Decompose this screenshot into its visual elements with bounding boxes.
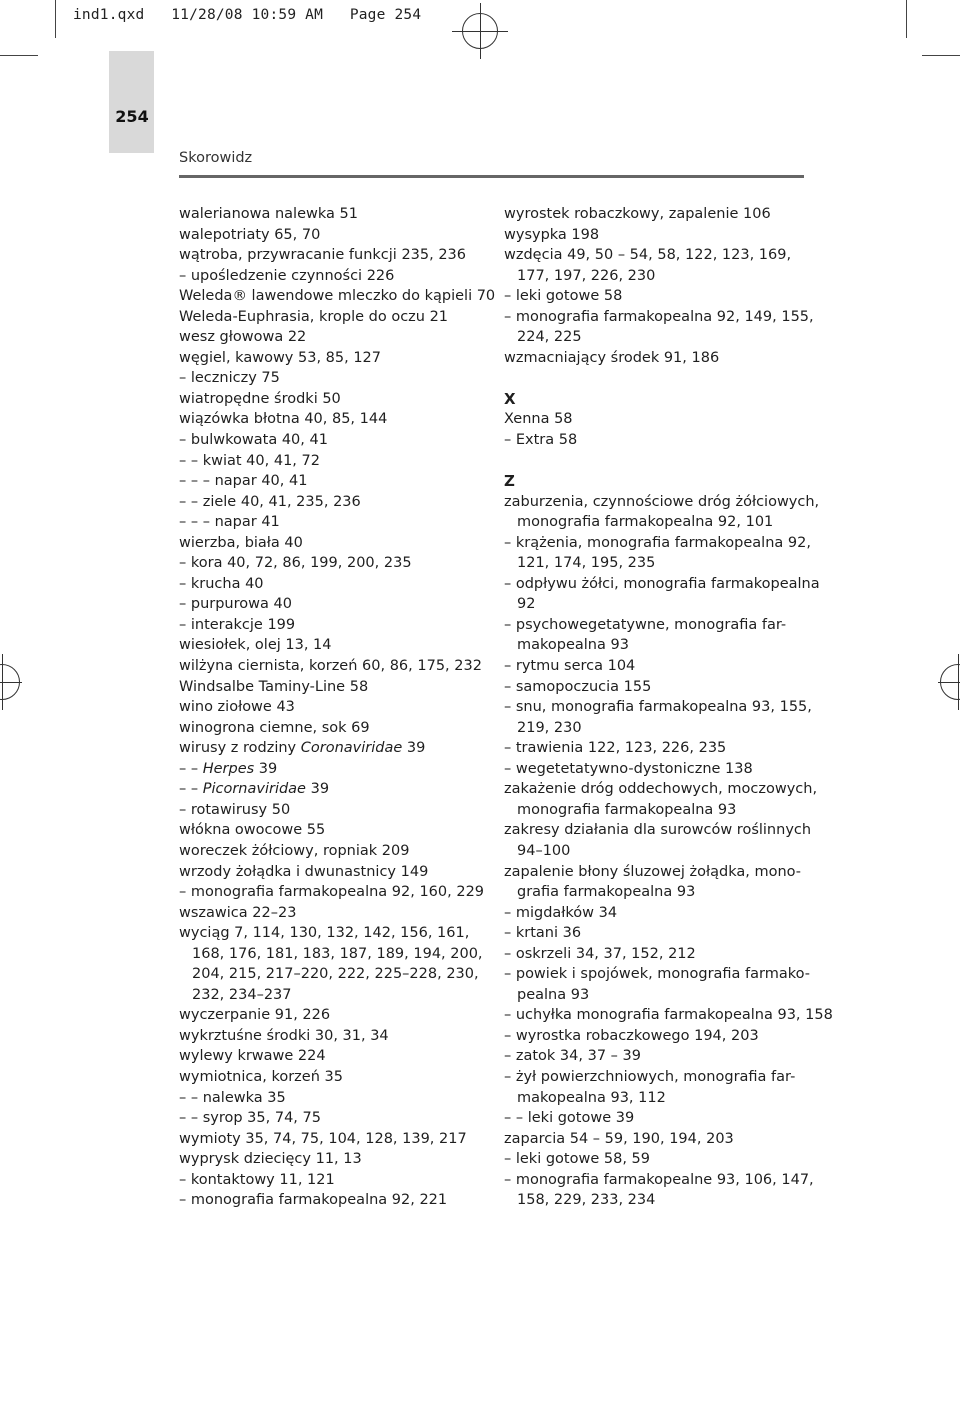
index-entry: grafia farmakopealna 93 xyxy=(517,884,696,901)
index-entry: 232, 234–237 xyxy=(192,986,292,1003)
index-entry: – – Picornaviridae 39 xyxy=(179,781,330,798)
crop-mark-top-left-h xyxy=(0,55,38,56)
index-entry: winogrona ciemne, sok 69 xyxy=(179,719,370,736)
index-entry: wino ziołowe 43 xyxy=(179,699,295,716)
page-number-tab xyxy=(109,51,154,153)
index-entry: walepotriaty 65, 70 xyxy=(179,226,321,243)
index-column-left xyxy=(179,204,496,1211)
index-entry: zaburzenia, czynnościowe dróg żółciowych, xyxy=(504,493,820,510)
index-entry: – monografia farmakopealna 92, 221 xyxy=(179,1192,448,1209)
index-entry: 204, 215, 217–220, 222, 225–228, 230, xyxy=(192,966,479,983)
index-entry: – rytmu serca 104 xyxy=(504,658,636,675)
index-entry: 168, 176, 181, 183, 187, 189, 194, 200, xyxy=(192,945,483,962)
index-entry: wykrztuśne środki 30, 31, 34 xyxy=(179,1027,389,1044)
index-entry: – – kwiat 40, 41, 72 xyxy=(179,452,320,469)
index-entry: – trawienia 122, 123, 226, 235 xyxy=(504,740,727,757)
index-entry: zakażenie dróg oddechowych, moczowych, xyxy=(504,781,818,798)
index-entry: wymioty 35, 74, 75, 104, 128, 139, 217 xyxy=(179,1130,467,1147)
index-column-right xyxy=(504,204,833,1211)
index-entry: – upośledzenie czynności 226 xyxy=(179,267,395,284)
index-entry: Weleda® lawendowe mleczko do kąpieli 70 xyxy=(179,288,496,305)
index-entry: walerianowa nalewka 51 xyxy=(179,206,358,222)
index-entry: 177, 197, 226, 230 xyxy=(517,267,656,284)
index-entry: wymiotnica, korzeń 35 xyxy=(179,1068,343,1085)
index-entry: Windsalbe Taminy-Line 58 xyxy=(179,678,369,695)
index-entry: monografia farmakopealna 93 xyxy=(517,801,737,818)
index-entry: wzdęcia 49, 50 – 54, 58, 122, 123, 169, xyxy=(504,247,792,264)
index-entry: – snu, monografia farmakopealna 93, 155, xyxy=(504,699,812,716)
index-entry: 94–100 xyxy=(517,842,571,859)
page-number: 254 xyxy=(115,107,149,126)
index-entry: 92 xyxy=(517,596,536,613)
index-entry: – oskrzeli 34, 37, 152, 212 xyxy=(504,945,696,962)
index-entry: – psychowegetatywne, monografia far- xyxy=(504,616,787,633)
index-entry: włókna owocowe 55 xyxy=(179,822,326,839)
index-entry: wrzody żołądka i dwunastnicy 149 xyxy=(179,863,429,880)
index-entry: 121, 174, 195, 235 xyxy=(517,555,656,572)
index-entry: – – nalewka 35 xyxy=(179,1089,286,1106)
index-spacer xyxy=(504,451,814,472)
index-entry: zakresy działania dla surowców roślinnych xyxy=(504,822,812,839)
index-entry: Weleda-Euphrasia, krople do oczu 21 xyxy=(179,308,449,325)
index-entry: wyciąg 7, 114, 130, 132, 142, 156, 161, xyxy=(179,925,470,942)
index-entry: – – leki gotowe 39 xyxy=(504,1110,635,1127)
index-entry: 219, 230 xyxy=(517,719,582,736)
index-entry: monografia farmakopealna 92, 101 xyxy=(517,514,774,531)
crop-mark-top-right xyxy=(906,0,907,38)
index-entry: makopealna 93, 112 xyxy=(517,1089,666,1106)
index-entry: – samopoczucia 155 xyxy=(504,678,652,695)
index-entry: wiatropędne środki 50 xyxy=(179,390,341,407)
section-title: Skorowidz xyxy=(179,150,253,166)
index-entry: 158, 229, 233, 234 xyxy=(517,1192,656,1209)
index-entry: wyczerpanie 91, 226 xyxy=(179,1007,331,1024)
index-entry: – interakcje 199 xyxy=(179,616,296,633)
index-entry: wszawica 22–23 xyxy=(179,904,297,921)
index-entry: – leczniczy 75 xyxy=(179,370,280,387)
index-entry: wysypka 198 xyxy=(504,226,600,243)
index-entry: – monografia farmakopealne 93, 106, 147, xyxy=(504,1171,814,1188)
index-entry: – Extra 58 xyxy=(504,432,578,449)
index-entry: – monografia farmakopealna 92, 160, 229 xyxy=(179,884,485,901)
index-entry: – – – napar 40, 41 xyxy=(179,473,308,490)
index-entry: – leki gotowe 58 xyxy=(504,288,623,305)
index-entry: – uchyłka monografia farmakopealna 93, 158 xyxy=(504,1007,833,1024)
index-entry: – powiek i spojówek, monografia farmako- xyxy=(504,966,811,983)
index-entry: – odpływu żółci, monografia farmakopealna xyxy=(504,575,820,592)
index-entry: wzmacniający środek 91, 186 xyxy=(504,349,720,366)
index-entry: – purpurowa 40 xyxy=(179,596,292,613)
index-entry: wiesiołek, olej 13, 14 xyxy=(179,637,332,654)
index-entry: wirusy z rodziny Coronaviridae 39 xyxy=(179,740,426,757)
index-entry: – krążenia, monografia farmakopealna 92, xyxy=(504,534,811,551)
index-entry: 224, 225 xyxy=(517,329,582,346)
index-letter-heading: Z xyxy=(504,472,515,491)
index-entry: – wegetetatywno-dystoniczne 138 xyxy=(504,760,753,777)
index-entry: – – – napar 41 xyxy=(179,514,280,531)
index-letter-heading: X xyxy=(504,389,516,408)
index-entry: wierzba, biała 40 xyxy=(179,534,303,551)
index-entry: – migdałków 34 xyxy=(504,904,618,921)
index-entry: zapalenie błony śluzowej żołądka, mono- xyxy=(504,863,802,880)
index-entry: wylewy krwawe 224 xyxy=(179,1048,326,1065)
index-entry: – leki gotowe 58, 59 xyxy=(504,1151,650,1168)
index-entry: – monografia farmakopealna 92, 149, 155, xyxy=(504,308,814,325)
index-entry: – krucha 40 xyxy=(179,575,264,592)
index-entry: pealna 93 xyxy=(517,986,590,1003)
index-entry: wilżyna ciernista, korzeń 60, 86, 175, 232 xyxy=(179,658,482,675)
header-rule xyxy=(179,175,804,178)
index-entry: – – syrop 35, 74, 75 xyxy=(179,1110,321,1127)
index-entry: węgiel, kawowy 53, 85, 127 xyxy=(179,349,382,366)
crop-mark-top-right-h xyxy=(922,55,960,56)
index-entry: Xenna 58 xyxy=(504,411,573,428)
index-entry: wiązówka błotna 40, 85, 144 xyxy=(179,411,388,428)
index-entry: – kora 40, 72, 86, 199, 200, 235 xyxy=(179,555,412,572)
index-entry: zaparcia 54 – 59, 190, 194, 203 xyxy=(504,1130,734,1147)
index-entry: wyprysk dziecięcy 11, 13 xyxy=(179,1151,362,1168)
index-entry: makopealna 93 xyxy=(517,637,629,654)
index-entry: – – Herpes 39 xyxy=(179,760,278,777)
crop-mark-top-left xyxy=(55,0,56,38)
index-entry: woreczek żółciowy, ropniak 209 xyxy=(179,842,410,859)
index-entry: wesz głowowa 22 xyxy=(179,329,307,346)
index-entry: – rotawirusy 50 xyxy=(179,801,291,818)
index-entry: wątroba, przywracanie funkcji 235, 236 xyxy=(179,247,467,264)
index-entry: – kontaktowy 11, 121 xyxy=(179,1171,335,1188)
index-entry: – krtani 36 xyxy=(504,925,582,942)
index-entry: – zatok 34, 37 – 39 xyxy=(504,1048,641,1065)
index-spacer xyxy=(504,368,814,389)
index-entry: – żył powierzchniowych, monografia far- xyxy=(504,1068,796,1085)
print-slug: ind1.qxd 11/28/08 10:59 AM Page 254 xyxy=(73,7,422,23)
index-entry: – wyrostka robaczkowego 194, 203 xyxy=(504,1027,759,1044)
index-entry: – bulwkowata 40, 41 xyxy=(179,432,328,449)
index-entry: – – ziele 40, 41, 235, 236 xyxy=(179,493,361,510)
index-entry: wyrostek robaczkowy, zapalenie 106 xyxy=(504,206,771,222)
